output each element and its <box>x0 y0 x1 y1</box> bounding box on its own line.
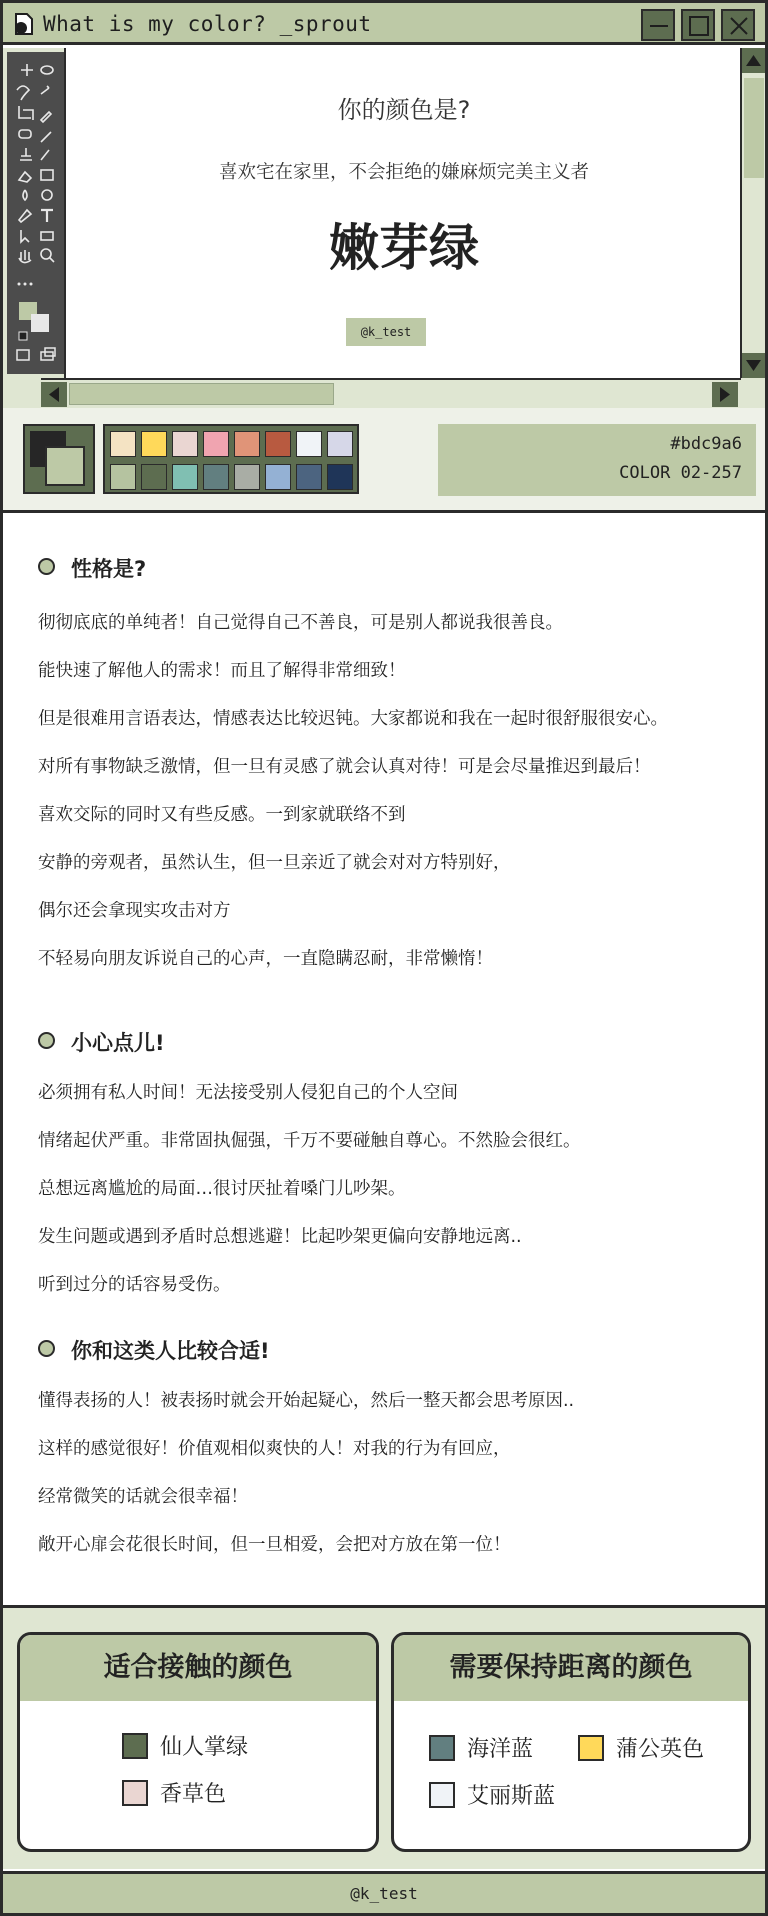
text-line: 经常微笑的话就会很幸福！ <box>38 1487 248 1507</box>
palette-swatch[interactable] <box>141 431 167 457</box>
maximize-button[interactable] <box>681 9 715 41</box>
arrow-down-icon <box>742 353 765 378</box>
palette-swatch[interactable] <box>141 464 167 490</box>
text-line: 懂得表扬的人！被表扬时就会开始起疑心，然后一整天都会思考原因.. <box>38 1391 575 1411</box>
text-line: 不轻易向朋友诉说自己的心声，一直隐瞒忍耐，非常懒惰！ <box>38 949 493 969</box>
card-title: 适合接触的颜色 <box>20 1635 376 1701</box>
canvas <box>64 48 740 378</box>
close-button[interactable] <box>721 9 755 41</box>
palette-swatch[interactable] <box>110 431 136 457</box>
bullet-icon <box>38 558 55 575</box>
arrow-left-icon <box>41 382 67 407</box>
palette-swatch[interactable] <box>327 431 353 457</box>
eyedropper-icon <box>41 112 51 122</box>
vertical-scrollbar[interactable] <box>740 48 765 378</box>
color-label: 海洋蓝 <box>467 1737 534 1762</box>
text-line: 能快速了解他人的需求！而且了解得非常细致！ <box>38 661 406 681</box>
bullet-icon <box>38 1340 55 1357</box>
pen-tool-icon <box>19 210 31 222</box>
bullet-icon <box>38 1032 55 1049</box>
color-label: 蒲公英色 <box>616 1737 705 1762</box>
arrow-right-icon <box>712 382 738 407</box>
card-title: 需要保持距离的颜色 <box>394 1635 748 1701</box>
text-line: 这样的感觉很好！价值观相似爽快的人！对我的行为有回应， <box>38 1439 511 1459</box>
credit-badge: @k_test <box>346 318 426 346</box>
background-color[interactable] <box>45 446 85 486</box>
bad-colors-card <box>391 1632 751 1852</box>
gradient-tool-icon <box>41 170 53 180</box>
color-code: COLOR 02-257 <box>619 463 742 483</box>
text-line: 总想远离尴尬的局面…很讨厌扯着嗓门儿吵架。 <box>38 1179 406 1199</box>
zoom-tool-icon <box>41 249 51 259</box>
text-line: 偶尔还会拿现实攻击对方 <box>38 901 231 921</box>
scroll-left-button[interactable] <box>41 382 67 407</box>
horizontal-scrollbar[interactable] <box>41 378 741 405</box>
subtitle-text: 喜欢宅在家里，不会拒绝的嫌麻烦完美主义者 <box>218 162 589 183</box>
palette-swatch[interactable] <box>265 464 291 490</box>
document-icon <box>13 13 35 35</box>
color-name: 嫩芽绿 <box>329 218 479 277</box>
crop-tool-icon <box>19 106 33 120</box>
color-label: 仙人掌绿 <box>160 1735 249 1760</box>
palette-swatch[interactable] <box>172 464 198 490</box>
palette-swatch[interactable] <box>296 464 322 490</box>
magic-wand-icon <box>41 86 49 94</box>
palette-swatch[interactable] <box>203 431 229 457</box>
scroll-up-button[interactable] <box>742 48 765 73</box>
palette-swatch[interactable] <box>296 431 322 457</box>
hex-code: #bdc9a6 <box>670 434 742 454</box>
palette-swatch[interactable] <box>234 464 260 490</box>
section-heading-match <box>38 1335 270 1365</box>
question-text: 你的颜色是? <box>337 96 471 124</box>
hand-tool-icon <box>19 250 31 263</box>
color-recommendations <box>3 1605 765 1869</box>
text-line: 安静的旁观者，虽然认生，但一旦亲近了就会对对方特别好， <box>38 853 511 873</box>
history-brush-icon <box>41 150 49 160</box>
footer-credit: @k_test <box>3 1871 765 1913</box>
good-colors-card <box>17 1632 379 1852</box>
brush-tool-icon <box>41 132 51 142</box>
type-tool-icon <box>41 210 53 222</box>
shape-tool-icon <box>41 232 53 240</box>
maximize-icon <box>688 15 710 37</box>
tool-panel <box>7 52 64 374</box>
section-heading-caution <box>38 1027 165 1057</box>
minimize-button[interactable] <box>641 9 675 41</box>
color-swatch <box>122 1733 148 1759</box>
palette-swatch[interactable] <box>172 431 198 457</box>
section-title: 性格是? <box>71 557 147 581</box>
path-select-icon <box>21 230 29 242</box>
text-line: 但是很难用言语表达，情感表达比较迟钝。大家都说和我在一起时很舒服很安心。 <box>38 709 668 729</box>
color-swatch <box>122 1780 148 1806</box>
color-picker[interactable] <box>23 424 95 494</box>
text-line: 喜欢交际的同时又有些反感。一到家就联络不到 <box>38 805 406 825</box>
horizontal-scroll-thumb[interactable] <box>69 383 334 405</box>
text-line: 敞开心扉会花很长时间，但一旦相爱，会把对方放在第一位！ <box>38 1535 511 1555</box>
palette-swatch[interactable] <box>234 431 260 457</box>
lasso-tool-icon <box>17 86 29 100</box>
quick-mask-icon <box>17 350 29 360</box>
section-title: 你和这类人比较合适! <box>71 1339 270 1363</box>
color-label: 香草色 <box>160 1782 227 1807</box>
palette-swatch[interactable] <box>327 464 353 490</box>
title-bar <box>3 3 765 45</box>
color-swatch <box>578 1735 604 1761</box>
text-line: 听到过分的话容易受伤。 <box>38 1275 231 1295</box>
move-tool-icon <box>21 64 33 76</box>
color-swatch <box>429 1735 455 1761</box>
text-line: 情绪起伏严重。非常固执倔强，千万不要碰触自尊心。不然脸会很红。 <box>38 1131 581 1151</box>
scroll-down-button[interactable] <box>742 353 765 378</box>
window-title: What is my color? _sprout <box>43 12 372 36</box>
palette-bar <box>3 408 765 513</box>
dodge-tool-icon <box>42 190 52 200</box>
section-heading-personality <box>38 553 146 583</box>
background-swatch-icon <box>31 314 49 332</box>
marquee-tool-icon <box>41 66 53 74</box>
color-info <box>438 424 756 496</box>
close-icon <box>728 15 750 37</box>
patch-tool-icon <box>19 130 31 138</box>
text-line: 对所有事物缺乏激情，但一旦有灵感了就会认真对待！可是会尽量推迟到最后！ <box>38 757 651 777</box>
vertical-scroll-thumb[interactable] <box>744 78 764 178</box>
color-label: 艾丽斯蓝 <box>467 1784 556 1809</box>
swatch-grid <box>103 424 359 494</box>
palette-swatch[interactable] <box>265 431 291 457</box>
editor-area <box>3 48 765 408</box>
color-swatch <box>429 1782 455 1808</box>
scroll-right-button[interactable] <box>712 382 738 407</box>
palette-swatch[interactable] <box>203 464 229 490</box>
tool-icons <box>7 52 64 374</box>
text-line: 发生问题或遇到矛盾时总想逃避！比起吵架更偏向安静地远离.. <box>38 1227 522 1247</box>
text-line: 必须拥有私人时间！无法接受别人侵犯自己的个人空间 <box>38 1083 458 1103</box>
stamp-tool-icon <box>20 148 32 160</box>
palette-swatch[interactable] <box>110 464 136 490</box>
arrow-up-icon <box>742 48 765 73</box>
blur-tool-icon <box>23 190 27 200</box>
eraser-tool-icon <box>19 172 31 182</box>
text-line: 彻彻底底的单纯者！自己觉得自己不善良，可是别人都说我很善良。 <box>38 613 563 633</box>
minimize-icon <box>648 15 670 37</box>
section-title: 小心点儿! <box>71 1031 165 1055</box>
